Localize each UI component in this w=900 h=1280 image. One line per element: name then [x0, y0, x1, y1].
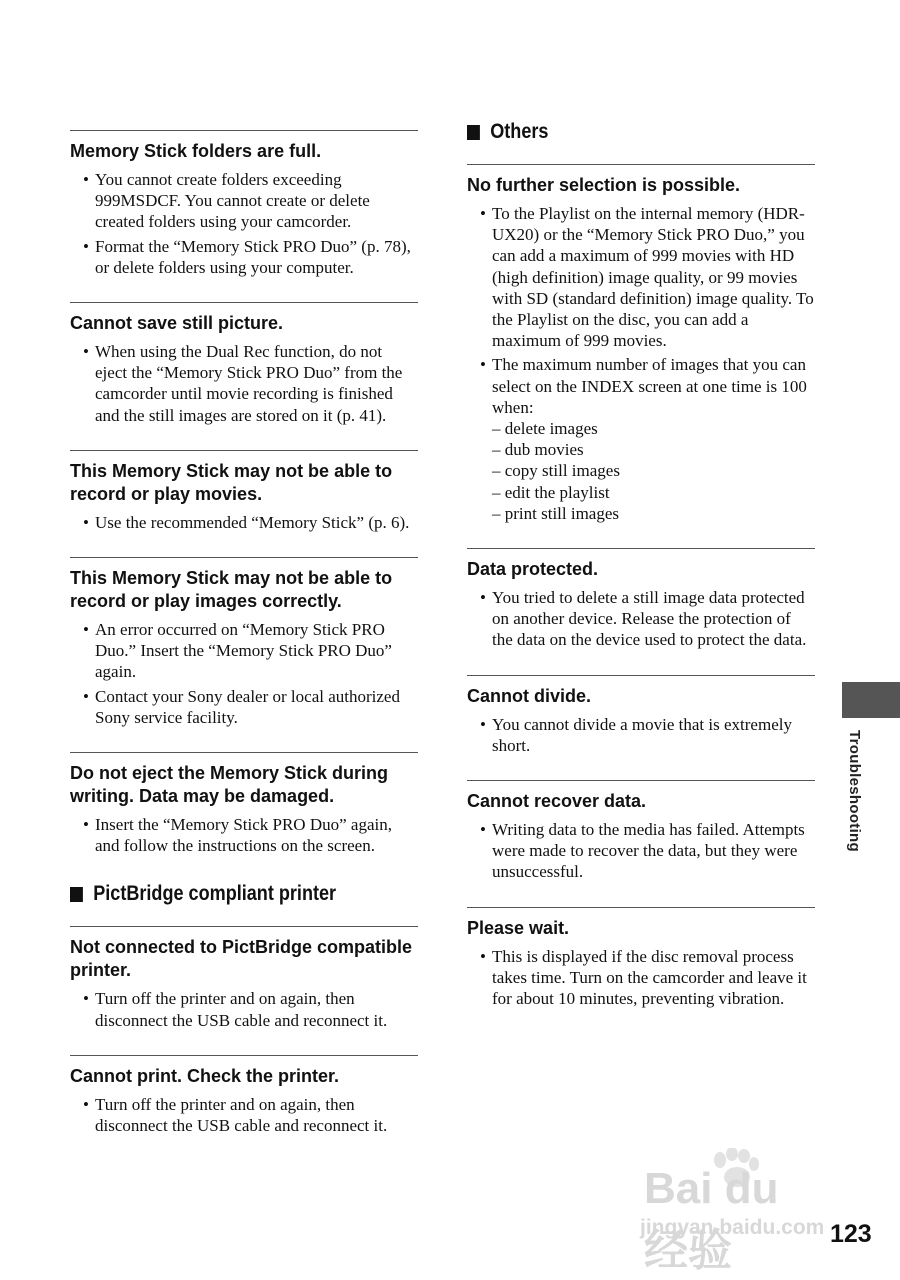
message-entry [467, 907, 815, 1010]
message-title: Cannot divide. [467, 685, 592, 706]
message-entry [70, 450, 418, 533]
message-entry [467, 780, 815, 883]
bullet-intro: The maximum number of images that you can select on the INDEX screen at one time is 100 when: [492, 355, 807, 417]
message-entry [70, 130, 418, 278]
message-entry [467, 164, 815, 524]
bullet-item: • Turn off the printer and on again, then disconnect the USB cable and reconnect it. [70, 1094, 418, 1136]
message-title: Cannot recover data. [467, 791, 647, 812]
dash-item: – dub movies [492, 440, 584, 460]
side-tab-label: Troubleshooting [846, 730, 863, 852]
bullet-item: • You tried to delete a still image data protected on another device. Release the protection of the data on the device used to protect the data. [467, 587, 815, 651]
message-entry [70, 752, 418, 856]
message-title: Data protected. [467, 559, 599, 580]
dash-item: – edit the playlist [492, 482, 610, 502]
watermark-brand: Bai du 经验 [644, 1164, 779, 1275]
bullet-item: • Insert the “Memory Stick PRO Duo” again, and follow the instructions on the screen. [70, 814, 418, 856]
message-title: Cannot print. Check the printer. [70, 1065, 340, 1086]
bullet-item [467, 354, 815, 524]
bullet-item: • You cannot create folders exceeding 999MSDCF. You cannot create or delete created folders using your camcorder. [70, 169, 418, 233]
dash-item: – delete images [492, 419, 598, 439]
message-entry [70, 1055, 418, 1136]
left-bottom-entries [70, 926, 418, 1136]
message-title: Not connected to PictBridge compatible printer. [70, 937, 413, 981]
message-entry [70, 302, 418, 426]
square-bullet-icon [467, 125, 480, 140]
section-tab-marker [842, 682, 900, 718]
bullet-item: • An error occurred on “Memory Stick PRO Duo.” Insert the “Memory Stick PRO Duo” again. [70, 619, 418, 683]
message-title: Memory Stick folders are full. [70, 141, 322, 161]
message-title: No further selection is possible. [467, 175, 741, 195]
watermark [640, 1150, 830, 1275]
page-number: 123 [830, 1220, 872, 1248]
dash-item: – print still images [492, 503, 620, 523]
bullet-item: • You cannot divide a movie that is extremely short. [467, 714, 815, 756]
section-heading-others [467, 118, 766, 146]
bullet-item: • Format the “Memory Stick PRO Duo” (p. 78), or delete folders using your computer. [70, 236, 418, 278]
bullet-item: • Turn off the printer and on again, then disconnect the USB cable and reconnect it. [70, 988, 418, 1030]
message-entry [467, 675, 815, 756]
left-top-entries [70, 130, 418, 856]
message-title: Please wait. [467, 917, 570, 938]
bullet-item: • Contact your Sony dealer or local authorized Sony service facility. [70, 686, 418, 728]
section-title: PictBridge compliant printer [93, 882, 337, 906]
section-title: Others [490, 120, 549, 143]
message-title: This Memory Stick may not be able to record or play images correctly. [70, 568, 393, 612]
bullet-item: • When using the Dual Rec function, do not eject the “Memory Stick PRO Duo” from the camcorder until movie recording is finished and the still images are stored on it (p. 41). [70, 341, 418, 426]
message-title: This Memory Stick may not be able to record or play movies. [70, 460, 393, 504]
message-entry [70, 557, 418, 728]
message-entry [70, 926, 418, 1030]
section-heading-pictbridge [70, 880, 369, 908]
message-title: Do not eject the Memory Stick during writing. Data may be damaged. [70, 763, 389, 807]
message-title: Cannot save still picture. [70, 313, 284, 334]
bullet-item: • Use the recommended “Memory Stick” (p. 6). [70, 512, 418, 533]
bullet-item: • This is displayed if the disc removal process takes time. Turn on the camcorder and leave it for about 10 minutes, preventing vibration. [467, 946, 815, 1010]
left-column [70, 130, 418, 1160]
bullet-item: • Writing data to the media has failed. Attempts were made to recover the data, but they were unsuccessful. [467, 819, 815, 883]
bullet-item: • To the Playlist on the internal memory (HDR-UX20) or the “Memory Stick PRO Duo,” you can add a maximum of 999 movies with HD (high definition) image quality, or 99 movies with SD (standard definition) image quality. To the Playlist on the disc, you can add a maximum of 999 movies. [467, 203, 815, 351]
watermark-url: jingyan.baidu.com [640, 1216, 825, 1239]
message-entry [467, 548, 815, 651]
square-bullet-icon [70, 887, 83, 902]
right-column [467, 118, 815, 1033]
right-entries [467, 548, 815, 1009]
dash-item: – copy still images [492, 461, 620, 481]
